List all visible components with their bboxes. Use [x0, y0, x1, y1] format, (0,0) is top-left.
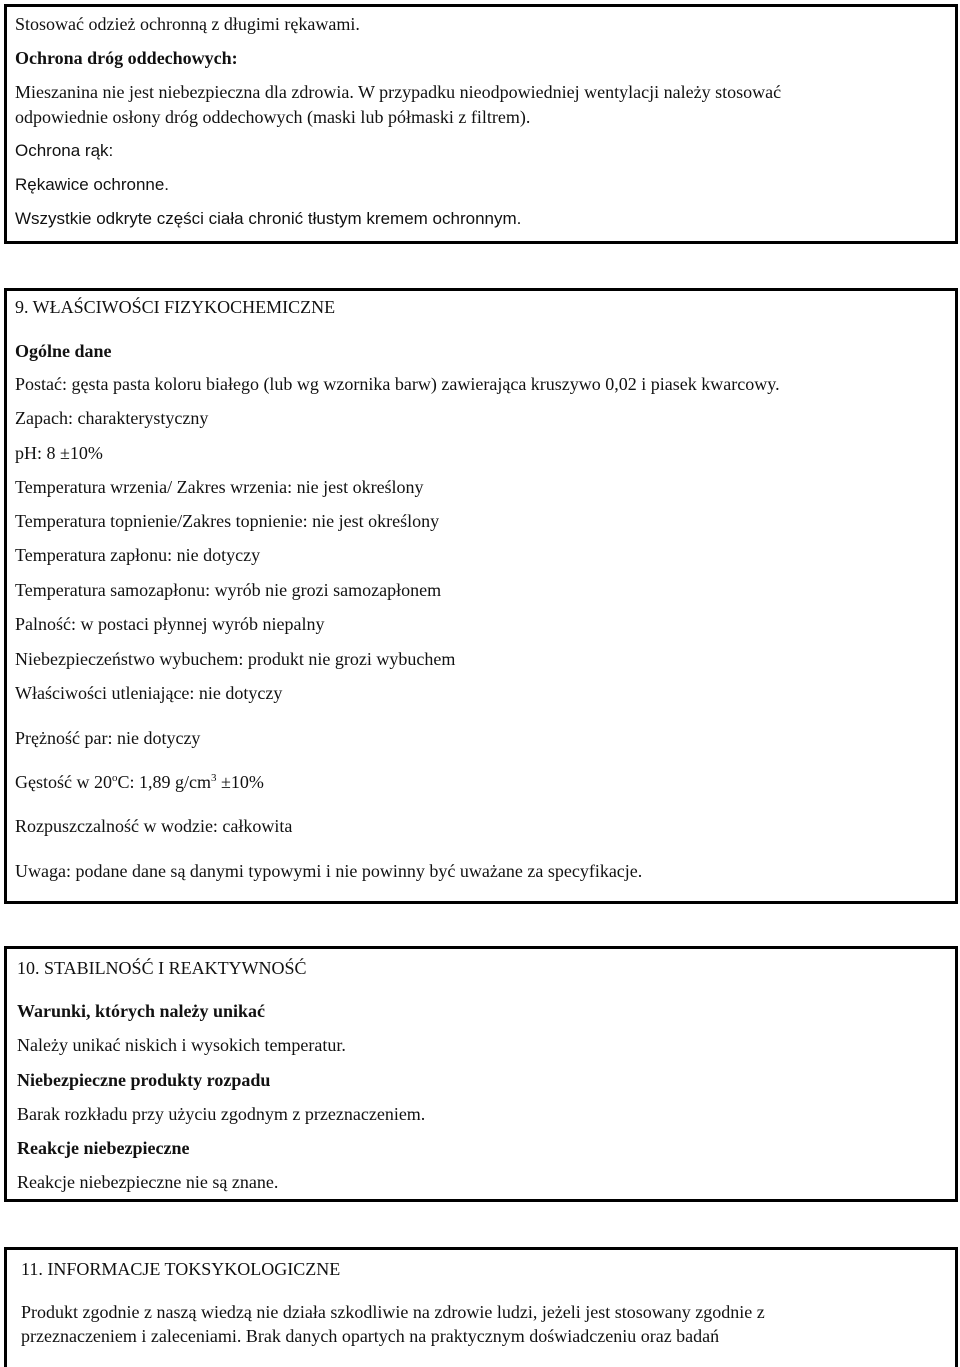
- note-text: Uwaga: podane dane są danymi typowymi i nie powinny być uważane za specyfikacje.: [15, 861, 643, 881]
- skin-protection-text: Wszystkie odkryte części ciała chronić tłustym kremem ochronnym.: [15, 209, 522, 228]
- oxidizing-text: Właściwości utleniające: nie dotyczy: [15, 683, 283, 703]
- hands-heading: Ochrona rąk:: [15, 141, 114, 160]
- density-degree-sup: o: [112, 772, 118, 784]
- density-suffix: ±10%: [216, 772, 264, 792]
- respiratory-text-line2: odpowiednie osłony dróg oddechowych (maski lub półmaski z filtrem).: [15, 107, 531, 127]
- tox-text-line1: Produkt zgodnie z naszą wiedzą nie działa szkodliwie na zdrowie ludzi, jeżeli jest stosowany zgodnie z: [21, 1302, 765, 1322]
- avoid-text: Należy unikać niskich i wysokich temperatur.: [17, 1035, 346, 1055]
- hands-text: Rękawice ochronne.: [15, 175, 170, 194]
- ph-text: pH: 8 ±10%: [15, 443, 103, 463]
- reactions-text: Reakcje niebezpieczne nie są znane.: [17, 1172, 279, 1192]
- density-text: [15, 771, 264, 793]
- density-mid: C: 1,89 g/cm: [117, 772, 211, 792]
- section-9-title: 9. WŁAŚCIWOŚCI FIZYKOCHEMICZNE: [15, 297, 336, 317]
- section-8-box: [4, 4, 958, 244]
- respiratory-heading: Ochrona dróg oddechowych:: [15, 48, 238, 68]
- decomposition-text: Barak rozkładu przy użyciu zgodnym z przeznaczeniem.: [17, 1104, 426, 1124]
- decomposition-heading: Niebezpieczne produkty rozpadu: [17, 1070, 271, 1090]
- respiratory-text-line1: Mieszanina nie jest niebezpieczna dla zdrowia. W przypadku nieodpowiedniej wentylacji należy stosować: [15, 82, 782, 102]
- boiling-text: Temperatura wrzenia/ Zakres wrzenia: nie jest określony: [15, 477, 424, 497]
- solubility-text: Rozpuszczalność w wodzie: całkowita: [15, 816, 293, 836]
- reactions-heading: Reakcje niebezpieczne: [17, 1138, 190, 1158]
- tox-text-line2: przeznaczeniem i zaleceniami. Brak danych opartych na praktycznym doświadczeniu oraz badań: [21, 1326, 720, 1346]
- odor-text: Zapach: charakterystyczny: [15, 408, 209, 428]
- section-10-title: 10. STABILNOŚĆ I REAKTYWNOŚĆ: [17, 958, 307, 978]
- section-11-box: [4, 1247, 958, 1367]
- avoid-heading: Warunki, których należy unikać: [17, 1001, 266, 1021]
- section-11-title: 11. INFORMACJE TOKSYKOLOGICZNE: [21, 1259, 341, 1279]
- autoignition-text: Temperatura samozapłonu: wyrób nie grozi samozapłonem: [15, 580, 442, 600]
- melting-text: Temperatura topnienie/Zakres topnienie: nie jest określony: [15, 511, 440, 531]
- form-text: Postać: gęsta pasta koloru białego (lub wg wzornika barw) zawierająca kruszywo 0,02 i piasek kwarcowy.: [15, 374, 780, 394]
- flammability-text: Palność: w postaci płynnej wyrób niepalny: [15, 614, 325, 634]
- general-data-heading: Ogólne dane: [15, 341, 112, 361]
- density-cube-sup: 3: [211, 772, 217, 784]
- vapor-pressure-text: Prężność par: nie dotyczy: [15, 728, 201, 748]
- explosion-text: Niebezpieczeństwo wybuchem: produkt nie grozi wybuchem: [15, 649, 456, 669]
- section-10-box: [4, 946, 958, 1202]
- body-protection-text: Stosować odzież ochronną z długimi rękawami.: [15, 14, 360, 34]
- section-9-box: [4, 288, 958, 904]
- density-prefix: Gęstość w 20: [15, 772, 112, 792]
- flash-point-text: Temperatura zapłonu: nie dotyczy: [15, 545, 261, 565]
